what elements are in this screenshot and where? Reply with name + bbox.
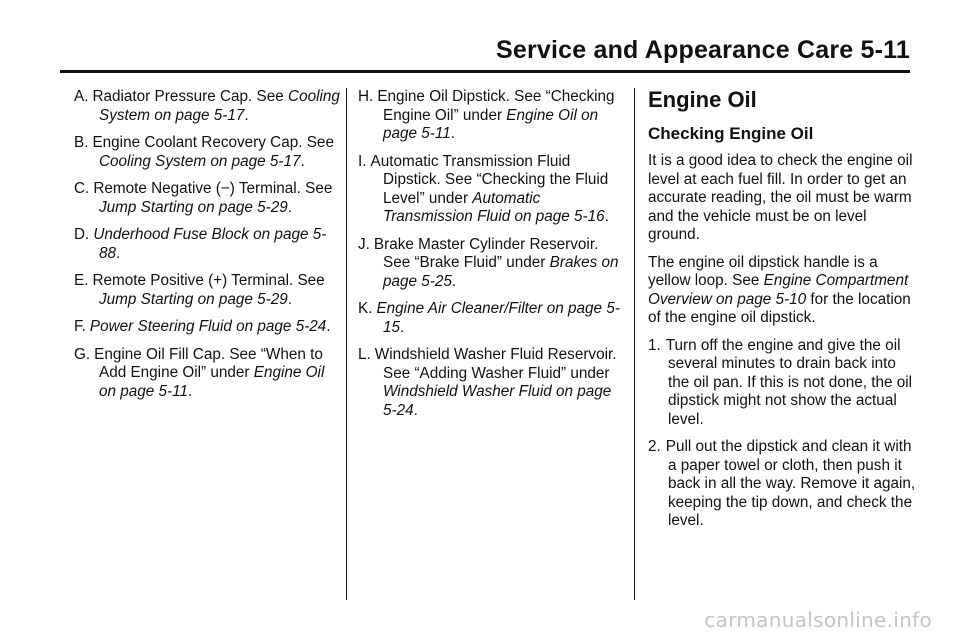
legend-item bbox=[74, 346, 342, 402]
cross-reference-link[interactable]: Cooling System on page 5-17 bbox=[99, 152, 301, 170]
legend-item-text: Radiator Pressure Cap. See bbox=[92, 88, 284, 105]
cross-reference-link[interactable]: Engine Air Cleaner/Filter on page 5-15 bbox=[376, 300, 620, 336]
legend-item bbox=[74, 134, 342, 171]
legend-item-text: Brake Master Cylinder Reservoir. See “Brake Fluid” under bbox=[373, 235, 599, 271]
column-divider-1 bbox=[346, 88, 347, 600]
paragraph-text: The engine oil dipstick handle is a yellow loop. See bbox=[648, 253, 878, 289]
page-title: Service and Appearance Care 5-11 bbox=[495, 36, 910, 64]
paragraph-dipstick bbox=[648, 254, 918, 328]
legend-item-label: L. bbox=[358, 346, 371, 363]
legend-item bbox=[358, 300, 628, 337]
punctuation: . bbox=[326, 318, 331, 335]
cross-reference-link[interactable]: Engine Oil on page 5-11 bbox=[99, 364, 325, 400]
legend-item bbox=[358, 88, 628, 144]
legend-item-label: B. bbox=[74, 134, 89, 151]
legend-item-label: A. bbox=[74, 88, 89, 105]
column-3 bbox=[648, 88, 918, 540]
legend-list-h-l bbox=[358, 88, 628, 420]
cross-reference-link[interactable]: Brakes on page 5-25 bbox=[383, 254, 619, 290]
legend-item-label: J. bbox=[358, 235, 370, 253]
legend-item-label: H. bbox=[358, 88, 374, 105]
paragraph-intro: It is a good idea to check the engine oil level at each fuel fill. In order to get an accurate reading, the oil must be warm and the vehicle must be on level ground. bbox=[648, 152, 913, 243]
punctuation: . bbox=[188, 382, 193, 400]
numbered-step bbox=[648, 438, 918, 531]
column-divider-2 bbox=[634, 88, 635, 600]
cross-reference-link[interactable]: Jump Starting on page 5-29 bbox=[99, 290, 288, 308]
legend-item-label: K. bbox=[358, 300, 373, 317]
punctuation: . bbox=[116, 244, 121, 262]
legend-item-text: Remote Positive (+) Terminal. See bbox=[92, 272, 325, 289]
legend-item-text: Automatic Transmission Fluid Dipstick. See “Checking the Fluid Level” under bbox=[370, 152, 609, 207]
step-text: Pull out the dipstick and clean it with a paper towel or cloth, then push it back in all the way. Remove it again, keeping the tip down, and check the level. bbox=[665, 438, 916, 529]
legend-item bbox=[358, 346, 628, 420]
cross-reference-link[interactable]: Automatic Transmission Fluid on page 5-16 bbox=[383, 189, 605, 225]
watermark: carmanualsonline.info bbox=[704, 608, 932, 632]
step-number: 1. bbox=[648, 336, 661, 354]
legend-item-label: F. bbox=[74, 318, 86, 335]
legend-item-text: Engine Oil Fill Cap. See “When to Add Engine Oil” under bbox=[94, 345, 323, 381]
legend-item-label: G. bbox=[74, 345, 91, 363]
cross-reference-link[interactable]: Jump Starting on page 5-29 bbox=[99, 198, 288, 216]
step-text: Turn off the engine and give the oil several minutes to drain back into the oil pan. If this is not done, the oil dipstick might not show the actual level. bbox=[665, 336, 913, 428]
column-2 bbox=[358, 88, 628, 429]
cross-reference-link[interactable]: Underhood Fuse Block on page 5-88 bbox=[93, 226, 327, 262]
numbered-step bbox=[648, 337, 918, 430]
legend-item-label: D. bbox=[74, 226, 90, 243]
legend-item-text: Engine Oil Dipstick. See “Checking Engine Oil” under bbox=[377, 88, 615, 124]
legend-list-a-g bbox=[74, 88, 342, 401]
legend-item bbox=[74, 272, 342, 309]
punctuation: . bbox=[287, 290, 293, 308]
legend-item-text: Windshield Washer Fluid Reservoir. See “Adding Washer Fluid” under bbox=[374, 346, 617, 382]
steps-list bbox=[648, 337, 918, 531]
punctuation: . bbox=[400, 318, 405, 336]
legend-item bbox=[74, 180, 342, 217]
cross-reference-link[interactable]: Windshield Washer Fluid on page 5-24 bbox=[383, 383, 612, 419]
legend-item-label: I. bbox=[358, 152, 367, 170]
punctuation: . bbox=[604, 208, 609, 225]
subsection-title: Checking Engine Oil bbox=[648, 124, 814, 143]
legend-item-text: Remote Negative (−) Terminal. See bbox=[93, 180, 333, 197]
cross-reference-link[interactable]: Engine Oil on page 5-11 bbox=[383, 106, 599, 142]
legend-item bbox=[358, 153, 628, 227]
punctuation: . bbox=[244, 106, 249, 124]
cross-reference-link[interactable]: Power Steering Fluid on page 5-24 bbox=[89, 318, 327, 335]
legend-item bbox=[74, 226, 342, 263]
legend-item-text: Engine Coolant Recovery Cap. See bbox=[92, 134, 334, 151]
punctuation: . bbox=[451, 272, 457, 290]
legend-item bbox=[74, 88, 342, 125]
legend-item-label: E. bbox=[74, 272, 89, 289]
punctuation: . bbox=[450, 125, 456, 142]
cross-reference-link[interactable]: Cooling System on page 5-17 bbox=[99, 88, 340, 124]
punctuation: . bbox=[300, 152, 305, 170]
section-title: Engine Oil bbox=[648, 87, 757, 112]
header-rule bbox=[60, 70, 910, 73]
paragraph-text: for the location of the engine oil dipstick. bbox=[648, 290, 911, 326]
column-1 bbox=[74, 88, 342, 410]
legend-item bbox=[74, 318, 342, 337]
page-header bbox=[0, 0, 960, 80]
punctuation: . bbox=[287, 198, 293, 216]
cross-reference-link[interactable]: Engine Compartment Overview on page 5-10 bbox=[648, 272, 909, 308]
step-number: 2. bbox=[648, 438, 661, 455]
punctuation: . bbox=[413, 401, 418, 419]
legend-item bbox=[358, 236, 628, 292]
legend-item-label: C. bbox=[74, 180, 90, 197]
